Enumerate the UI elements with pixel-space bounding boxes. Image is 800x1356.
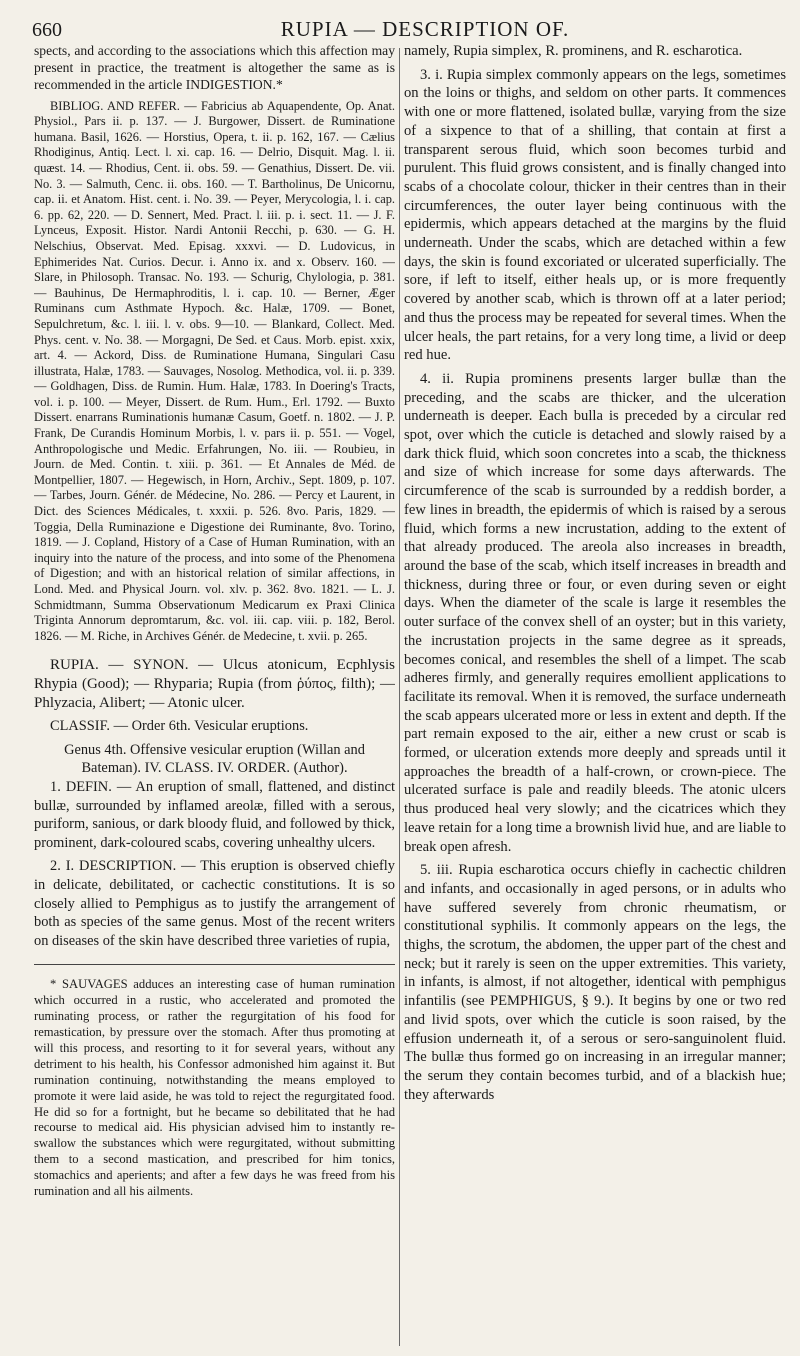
page-number: 660 — [32, 19, 62, 41]
footnote: * SAUVAGES adduces an interesting case of human rumination which occurred in a rustic, who accelerated and promoted the ruminating process, or rather the regurgitation of his food for remastication, by pressure over the stomach. After thus promoting at will this process, and resorting to it for several years, without any detriment to his health, his Confessor admonished him against it. But rumination continuing, notwithstanding the means employed to promote it were laid aside, he was told to reject the regurgitated food. He did so for a fortnight, but he became so debilitated that he had recourse to medical aid. His physician advised him to instantly re-swallow the substances which were regurgitated, without submitting them to a second mastication, and prescribed for him tonics, stomachics and aperients; and after a few days he was freed from his rumination and all his ailments. — [34, 977, 395, 1199]
rupia-escharotica-paragraph: 5. iii. Rupia escharotica occurs chiefly in cachectic children and infants, and occasionally in aged persons, or in adults who have suffered severely from chronic rheumatism, or constitutional syphilis. It commonly appears on the legs, the thighs, the scrotum, the abdomen, the upper part of the chest and neck; but it rarely is seen on the upper extremities. This variety, in infants, is almost, if not altogether, identical with pemphigus infantilis (see PEMPHIGUS, § 9.). It begins by one or two red and livid spots, over which the cuticle is soon raised, by the effusion underneath it, of a serous or sero-sanguinolent fluid. The bullæ thus formed go on increasing in an irregular manner; the serum they contain becomes turbid, and of a blackish hue; they afterwards — [404, 862, 786, 1103]
page-header — [12, 0, 788, 42]
bibliography-references: BIBLIOG. AND REFER. — Fabricius ab Aquapendente, Op. Anat. Physiol., Pars ii. p. 137. — J. Burgower, Dissert. de Ruminatione humana. Basil, 1626. — Horstius, Opera, t. ii. p. 162, 167. — Cælius Rhodiginus, Antiq. Lect. l. xi. cap. 16. — Delrio, Disquit. Mag. l. ii. quæst. 14. — Rhodius, Cent. ii. obs. 59. — Genathius, Dissert. De. vii. No. 3. — Salmuth, Cenc. ii. obs. 160. — T. Bartholinus, De Unicornu, cap. ii. et Anatom. Hist. cent. i. No. 39. — Peyer, Merycologia, l. i. cap. 6. pp. 62, 220. — D. Sennert, Med. Pract. l. iii. p. i. sect. 11. — J. F. Lynceus, Exposit. Histor. Nardi Antonii Recchi, p. 630. — G. H. Nelschius, Observat. Med. Episag. xxxvi. — D. Ludovicus, in Ephimerides Nat. Curios. Decur. i. Anno ix. and x. Observ. 160. — Slare, in Philosoph. Transac. No. 193. — Schurig, Chylologia, p. 381. — Bauhinus, De Hermaphroditis, l. i. cap. 10. — Berner, Æger Ruminans cum Asthmate Hypoch. &c. Halæ, 1709. — Bonet, Sepulchretum, &c. l. iii. l. v. obs. 9—10. — Blankard, Collect. Med. Phys. cent. v. No. 38. — Morgagni, De Sed. et Caus. Morb. epist. xxix, art. 4. — Ackord, Diss. de Ruminatione Humana, Singulari Casu illustrata, Halæ, 1783. — Sauvages, Nosolog. Methodica, vol. ii. p. 339. — Goldhagen, Diss. de Rumin. Hum. Halæ, 1783. In Doering's Tracts, vol. i. p. 100. — Meyer, Dissert. de Rum. Hum., Erl. 1792. — Buxto Dissert. enarrans Ruminationis humanæ Casum, Goetf. n. 1802. — J. P. Frank, De Curandis Hominum Morbis, l. v. pars ii. p. 551. — Vogel, Anthropologische und Medic. Erfahrungen, No. iii. — Roubieu, in Journ. de Med. Contin. t. xiii. p. 361. — Et Annales de Méd. de Montpellier, 1807. — Hegewisch, in Horn, Archiv., Sept. 1809, p. 107. — Tarbes, Journ. Génér. de Médecine, No. 286. — Percy et Laurent, in Dict. des Sciences Médicales, t. xxxii. p. 526. 8vo. Paris, 1829. — Toggia, Della Ruminazione e Digestione dei Ruminante, 8vo. Torino, 1819. — J. Copland, History of a Case of Human Rumination, with an inquiry into the nature of the process, and into some of the Phenomena of Digestion; and with an historical relation of similar affections, in Lond. Med. and Physical Journ. vol. xlv. p. 362. 8vo. 1821. — L. J. Schmidtmann, Summa Observationum Medicarum ex Praxi Clinica Triginta Annorum depromtarum, &c. vol. iii. cap. viii. p. 182, Berol. 1826. — M. Riche, in Archives Génér. de Medecine, t. xvii. p. 265. — [34, 98, 395, 643]
right-column — [404, 42, 786, 1350]
footnote-rule — [34, 964, 395, 965]
varieties-paragraph: namely, Rupia simplex, R. prominens, and R. escharotica. — [404, 43, 743, 59]
left-column — [34, 42, 395, 1350]
running-title: RUPIA — DESCRIPTION OF. — [280, 17, 570, 41]
intro-paragraph: spects, and according to the associations which this affection may present in practice, the treatment is altogether the same as is recommended in the article INDIGESTION.* — [34, 43, 395, 93]
classification-order: CLASSIF. — Order 6th. Vesicular eruptions. — [50, 718, 309, 735]
description-paragraph: 2. I. DESCRIPTION. — This eruption is observed chiefly in delicate, debilitated, or cachectic constitutions. It is so closely allied to Pemphigus as to justify the arrangement of both as species of the same genus. Most of the recent writers on diseases of the skin have described three varieties of rupia, — [34, 858, 395, 949]
classification-genus: Genus 4th. Offensive vesicular eruption (Willan and Bateman). IV. CLASS. IV. ORDER. (Author). — [64, 741, 365, 777]
rupia-prominens-paragraph: 4. ii. Rupia prominens presents larger bullæ than the preceding, and the scabs are thicker, and the ulceration underneath is deeper. Each bulla is preceded by a circular red spot, over which the cuticle is detached and slowly raised by a dark thick fluid, which soon concretes into a scab, the thickness and size of which increase for some days afterwards. The circumference of the scab is surrounded by a reddish border, a few lines in breadth, the epidermis of which is raised by a serous fluid, which forms a new incrustation, adding to the extent of that already produced. The areola also increases in breadth, around the base of the scab, which itself increases in breadth and thickness, during three or four, or even during seven or eight days. When the diameter of the scale is large it resembles the outer surface of the convex shell of an oyster; but in this variety, the incrustation projects in the same degree as it spreads, becomes conical, and resembles the shell of a limpet. The scab adheres firmly, and generally requires emollient applications to facilitate its removal. When it is removed, the surface underneath the scab appears ulcerated more or less in extent and depth. If the part remain exposed to the air, either a new crust or scab is formed, or ulceration extends more deeply and spreads until it approaches the breadth of a half-crown, or crown-piece. The ulcerated surface is pale and readily bleeds. The atonic ulcers thus produced heal very slowly; and the cicatrices which they leave retain for a long time a brownish livid hue, and are liable to break open afresh. — [404, 370, 786, 855]
definition-paragraph: 1. DEFIN. — An eruption of small, flattened, and distinct bullæ, surrounded by inflamed areolæ, filled with a serous, puriform, sanious, or dark bloody fluid, and followed by thick, prominent, dark-coloured scabs, covering unhealthy ulcers. — [34, 778, 395, 851]
rupia-simplex-paragraph: 3. i. Rupia simplex commonly appears on the legs, sometimes on the loins or thighs, and seldom on other parts. It commences with one or more flattened, isolated bullæ, varying from the size of a sixpence to that of a shilling, that contain at first a transparent serous fluid, which soon becomes turbid and purulent. This fluid grows consistent, and is finally changed into scabs of a chocolate colour, thicker in their centres than in their circumferences, the outer layer being continuous with the epidermis, which appears detached at the margins by the fluid underneath. Under the scabs, which are detached within a few days, the skin is found excoriated or ulcerated superficially. The sore, if left to itself, either heals up, or is more frequently covered by another scab, which is thrown off at a later period; and thus the process may be repeated for several times. When the ulcer heals, the part retains, for a very long time, a livid or deep red hue. — [404, 66, 786, 364]
rupia-synonyms: RUPIA. — SYNON. — Ulcus atonicum, Ecphlysis Rhypia (Good); — Rhyparia; Rupia (from ῥύπος, filth); — Phlyzacia, Alibert; — Atonic ulcer. — [34, 657, 395, 711]
column-divider — [399, 48, 400, 1346]
